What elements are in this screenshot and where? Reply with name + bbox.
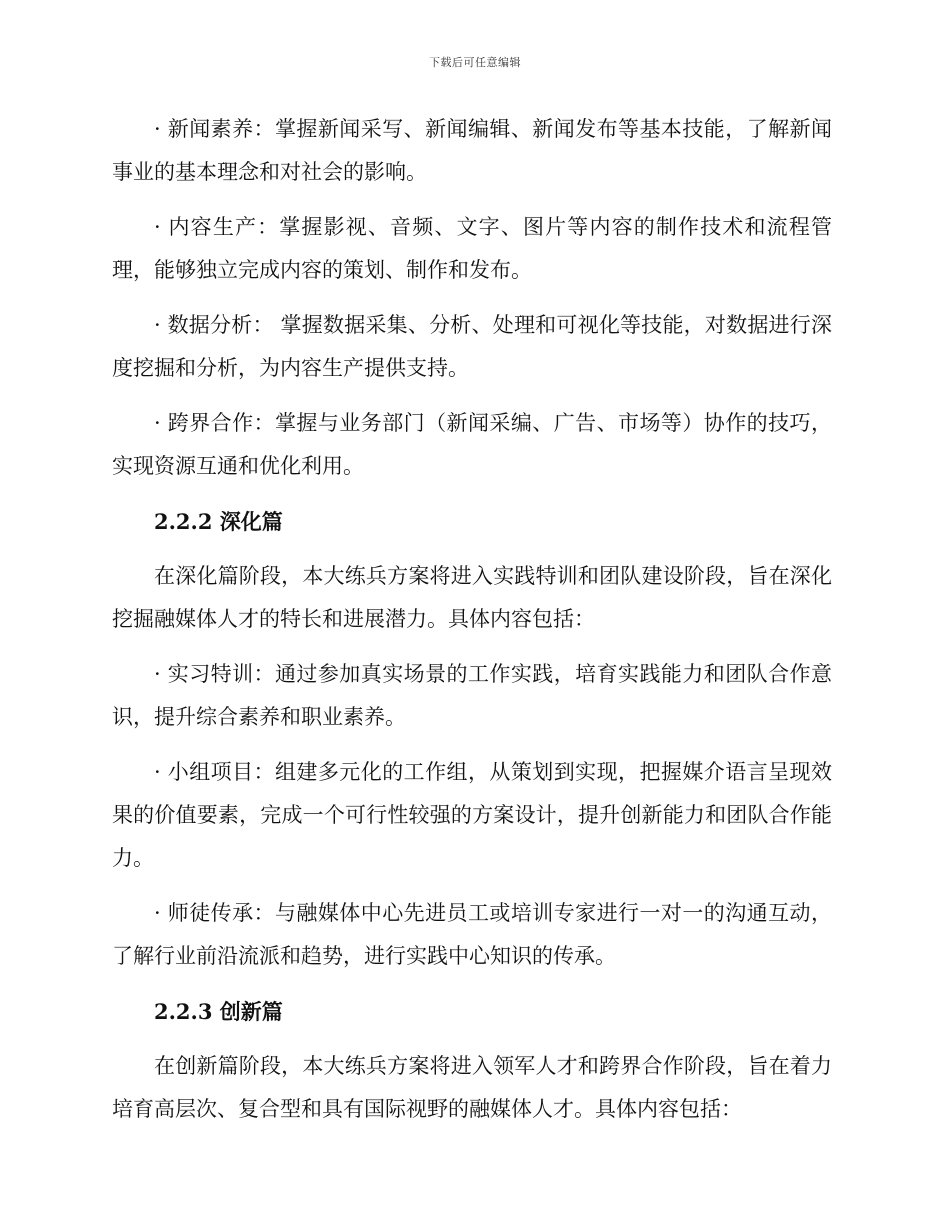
- paragraph-internship: · 实习特训：通过参加真实场景的工作实践，培育实践能力和团队合作意识，提升综合素养和职业素养。: [112, 662, 832, 729]
- section-heading-deepening: 2.2.2 深化篇: [154, 509, 283, 534]
- paragraph-innovation-intro: 在创新篇阶段，本大练兵方案将进入领军人才和跨界合作阶段，旨在着力培育高层次、复合型和具有国际视野的融媒体人才。具体内容包括：: [112, 1054, 832, 1121]
- paragraph-data-analysis: · 数据分析： 掌握数据采集、分析、处理和可视化等技能，对数据进行深度挖掘和分析，为内容生产提供支持。: [112, 313, 832, 380]
- document-body: [112, 108, 832, 1131]
- header-note: 下载后可任意编辑: [429, 56, 521, 69]
- paragraph-cross-cooperation: · 跨界合作：掌握与业务部门（新闻采编、广告、市场等）协作的技巧，实现资源互通和优化利用。: [112, 411, 832, 478]
- paragraph-content-production: · 内容生产：掌握影视、音频、文字、图片等内容的制作技术和流程管理，能够独立完成内容的策划、制作和发布。: [112, 215, 832, 282]
- paragraph-group-project: · 小组项目：组建多元化的工作组，从策划到实现，把握媒介语言呈现效果的价值要素，完成一个可行性较强的方案设计，提升创新能力和团队合作能力。: [112, 760, 832, 870]
- section-heading-innovation: 2.2.3 创新篇: [154, 999, 283, 1024]
- paragraph-deepening-intro: 在深化篇阶段，本大练兵方案将进入实践特训和团队建设阶段，旨在深化挖掘融媒体人才的特长和进展潜力。具体内容包括：: [112, 564, 832, 631]
- paragraph-news-literacy: · 新闻素养：掌握新闻采写、新闻编辑、新闻发布等基本技能，了解新闻事业的基本理念和对社会的影响。: [112, 117, 832, 184]
- paragraph-mentorship: · 师徒传承：与融媒体中心先进员工或培训专家进行一对一的沟通互动，了解行业前沿流派和趋势，进行实践中心知识的传承。: [112, 901, 832, 968]
